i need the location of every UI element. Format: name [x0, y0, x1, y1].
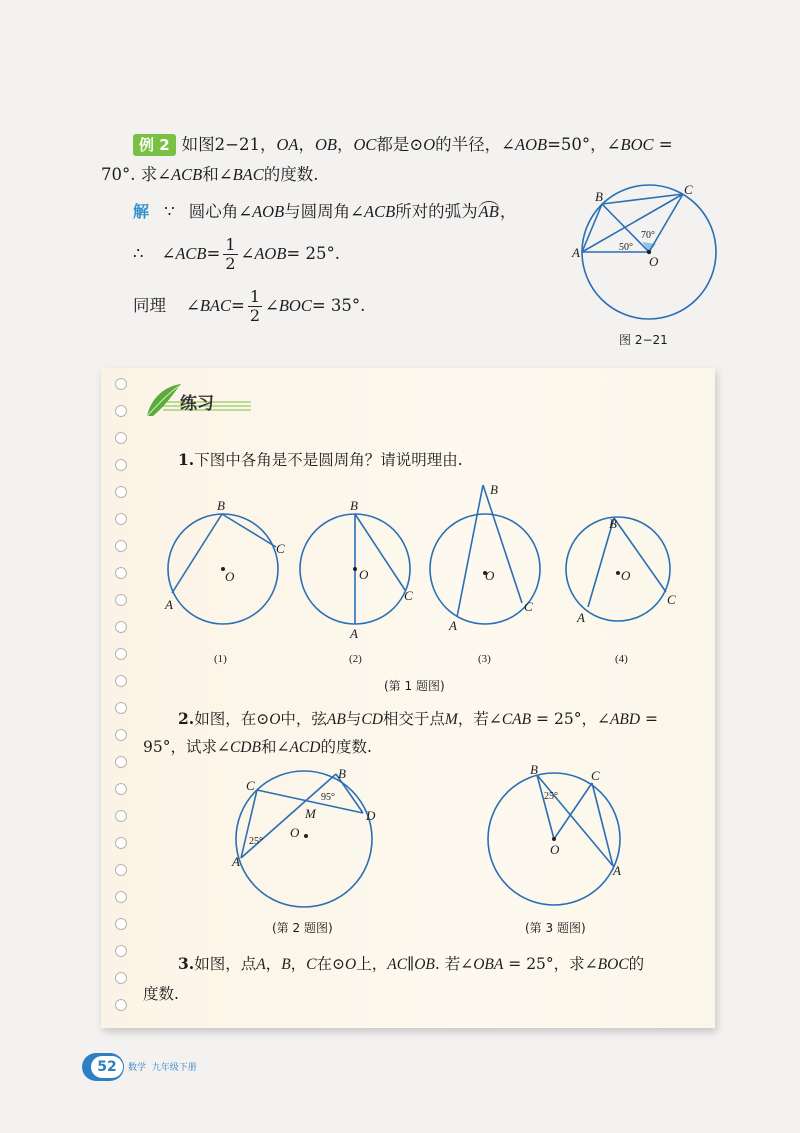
svg-text:C: C [667, 592, 676, 607]
binder-hole [115, 540, 127, 552]
svg-text:B: B [595, 189, 603, 204]
arc-ab: AB [478, 202, 499, 221]
svg-text:95°: 95° [321, 792, 335, 803]
binder-hole [115, 648, 127, 660]
question-1: 1.下图中各角是不是圆周角？请说明理由. [178, 450, 463, 469]
question-2-figure [228, 762, 388, 912]
binder-hole [115, 459, 127, 471]
svg-text:(1): (1) [214, 653, 227, 665]
binder-hole [115, 405, 127, 417]
binder-hole [115, 810, 127, 822]
svg-text:B: B [338, 766, 346, 781]
svg-text:O: O [359, 567, 369, 582]
svg-text:A: A [165, 597, 173, 612]
binder-hole [115, 675, 127, 687]
binder-hole [115, 513, 127, 525]
solution-line-1: 解 ∵ 圆心角∠AOB与圆周角∠ACB所对的弧为AB， [133, 202, 517, 221]
svg-text:A: A [449, 618, 457, 633]
svg-text:C: C [276, 541, 285, 556]
svg-text:O: O [290, 825, 300, 840]
svg-text:25°: 25° [249, 836, 263, 847]
svg-text:C: C [404, 588, 413, 603]
svg-text:A: A [613, 863, 621, 878]
svg-text:C: C [684, 182, 693, 197]
binder-hole [115, 837, 127, 849]
svg-text:M: M [305, 806, 316, 821]
svg-text:B: B [490, 482, 498, 497]
binder-hole [115, 486, 127, 498]
solution-label: 解 [133, 202, 150, 221]
binder-hole [115, 702, 127, 714]
svg-text:25°: 25° [544, 791, 558, 802]
example-badge: 例 2 [133, 134, 176, 156]
book-title: 数学 九年级下册 [128, 1063, 197, 1073]
binder-hole [115, 729, 127, 741]
svg-text:A: A [577, 610, 585, 625]
svg-text:A: A [232, 854, 240, 869]
svg-text:D: D [366, 808, 376, 823]
binder-hole [115, 621, 127, 633]
svg-text:C: C [524, 599, 533, 614]
binder-hole [115, 891, 127, 903]
binder-hole [115, 783, 127, 795]
question-2-line-1: 2.如图，在⊙O中，弦AB与CD相交于点M，若∠CAB = 25°，∠ABD = [178, 709, 658, 728]
binder-hole [115, 945, 127, 957]
question-1-figures [160, 480, 700, 680]
question-1-figure-caption: (第 1 题图) [384, 679, 445, 693]
svg-text:C: C [246, 778, 255, 793]
svg-text:(2): (2) [349, 653, 362, 665]
example-line-2: 70°. 求∠ACB和∠BAC的度数. [101, 165, 319, 184]
binder-hole [115, 864, 127, 876]
fraction-half-2: $\frac{1}{2}$ [249, 286, 261, 325]
binder-hole [115, 567, 127, 579]
svg-text:70°: 70° [641, 230, 655, 241]
svg-text:B: B [350, 498, 358, 513]
question-2-line-2: 95°，试求∠CDB和∠ACD的度数. [143, 738, 372, 756]
figure-2-21 [570, 180, 730, 350]
svg-text:O: O [649, 254, 659, 269]
svg-text:A: A [350, 626, 358, 641]
question-3-line-2: 度数. [143, 985, 179, 1003]
question-2-figure-caption: (第 2 题图) [272, 921, 333, 935]
binder-hole [115, 378, 127, 390]
binder-hole [115, 999, 127, 1011]
svg-text:O: O [485, 568, 495, 583]
svg-text:C: C [591, 768, 600, 783]
svg-text:O: O [550, 842, 560, 857]
question-3-line-1: 3.如图，点A，B，C在⊙O上，AC∥OB. 若∠OBA = 25°，求∠BOC的 [178, 954, 645, 973]
example-line-1: 例 2 如图2−21，OA，OB，OC都是⊙O的半径，∠AOB=50°，∠BOC = [133, 131, 733, 159]
figure-2-21-caption: 图 2−21 [619, 333, 668, 347]
practice-title: 练习 [180, 394, 214, 414]
svg-text:50°: 50° [619, 242, 633, 253]
binder-hole [115, 756, 127, 768]
binder-hole [115, 972, 127, 984]
page-number-badge [82, 1053, 124, 1081]
binder-hole [115, 594, 127, 606]
svg-text:A: A [572, 245, 580, 260]
svg-text:B: B [609, 516, 617, 531]
question-3-figure-caption: (第 3 题图) [525, 921, 586, 935]
binder-hole [115, 432, 127, 444]
svg-text:B: B [217, 498, 225, 513]
question-3-figure [480, 762, 640, 912]
solution-line-3: 同理 ∠ BAC = $\frac{1}{2}$ ∠ BOC = 35°. [133, 286, 366, 325]
svg-text:B: B [530, 762, 538, 777]
svg-text:(4): (4) [615, 653, 628, 665]
binder-hole [115, 918, 127, 930]
svg-text:(3): (3) [478, 653, 491, 665]
fraction-half: $\frac{1}{2}$ [225, 234, 236, 273]
svg-text:O: O [225, 569, 235, 584]
page-number: 52 [91, 1056, 123, 1078]
solution-line-2: ∴ ∠ ACB = $\frac{1}{2}$ ∠ AOB = 25°. [133, 234, 340, 273]
svg-text:O: O [621, 568, 631, 583]
